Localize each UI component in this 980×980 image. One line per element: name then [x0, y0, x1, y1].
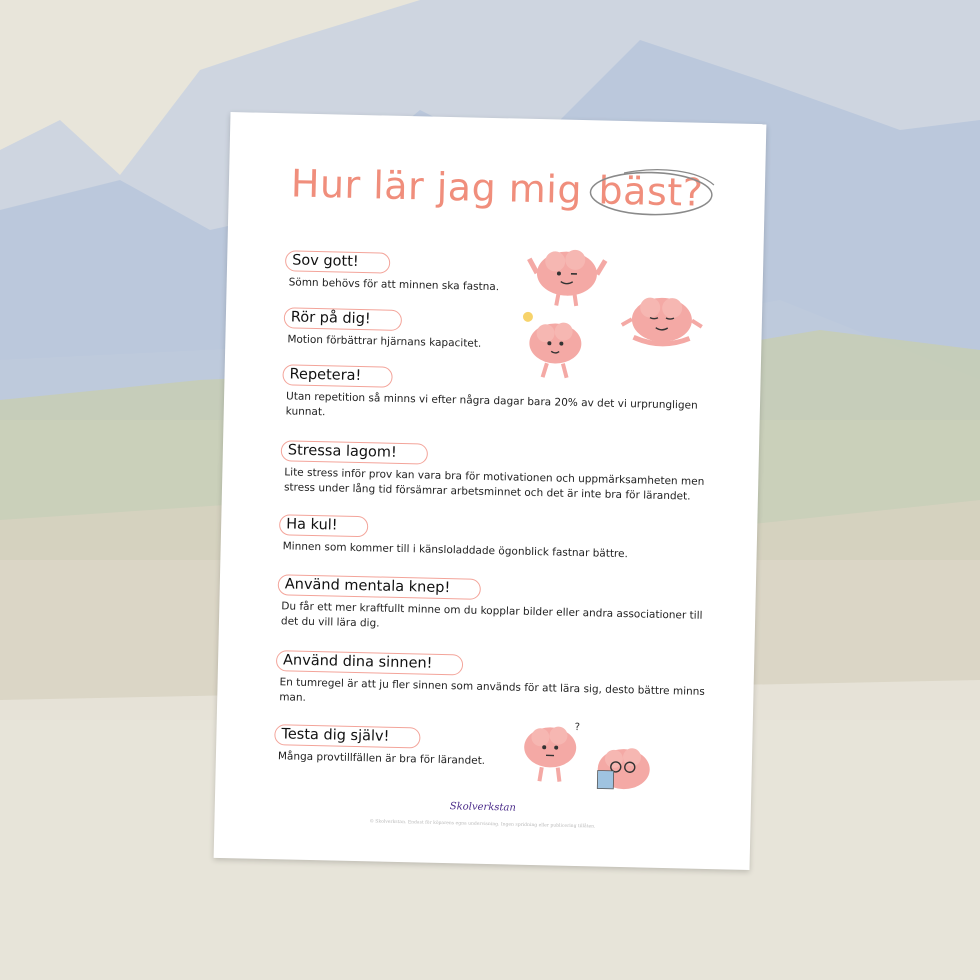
poster-title [290, 161, 751, 215]
tip-item [277, 573, 708, 639]
confused-brain-icon [523, 721, 580, 782]
tip-heading: Testa dig själv! [274, 724, 420, 748]
tip-heading: Repetera! [282, 364, 392, 387]
tip-heading: Använd dina sinnen! [276, 650, 464, 675]
title-main: Hur lär jag mig [290, 161, 583, 213]
tip-text: Sömn behövs för att minnen ska fastna. [288, 276, 500, 294]
meditating-brain-icon [621, 297, 702, 345]
poster-sheet [214, 112, 767, 870]
tip-text: Motion förbättrar hjärnans kapacitet. [287, 333, 482, 350]
brain-characters-icon [520, 247, 713, 387]
tip-heading: Rör på dig! [284, 307, 402, 331]
tip-text: Du får ett mer kraftfullt minne om du kopplar bilder eller andra associationer till det du vill lära dig. [280, 600, 703, 630]
title-highlight-text: bäst? [598, 168, 704, 215]
brand-logo: Skolverkstan [449, 801, 516, 814]
svg-text:?: ? [574, 721, 581, 734]
brain-characters-bottom-icon [515, 719, 667, 802]
tip-heading: Ha kul! [279, 514, 369, 537]
tip-text: Utan repetition så minns vi efter några dagar bara 20% av det vi urprungligen kunnat. [285, 390, 698, 419]
tip-text: Minnen som kommer till i känsloladdade ögonblick fastnar bättre. [282, 540, 629, 561]
tip-heading: Använd mentala knep! [278, 574, 482, 600]
tip-heading: Sov gott! [285, 250, 390, 273]
idea-brain-icon [522, 312, 582, 378]
copyright-notice: © Skolverkstan. Endast för köparens egna undervisning. Ingen spridning eller publicering tillåten. [369, 819, 596, 830]
tip-heading: Stressa lagom! [281, 440, 428, 464]
tip-text: Många provtillfällen är bra för lärandet. [277, 750, 486, 767]
tip-item [275, 649, 706, 715]
tip-text: En tumregel är att ju fler sinnen som används för att lära sig, desto bättre minns man. [279, 676, 705, 704]
strong-brain-icon [528, 249, 605, 307]
tip-text: Lite stress inför prov kan vara bra för motivationen och uppmärksamheten men stress under lång tid försämrar arbetsminnet och det är inte bra för lärandet. [283, 466, 705, 503]
tip-item [280, 439, 711, 505]
title-highlight [594, 168, 708, 215]
tip-item [279, 513, 710, 564]
scribble-circle-icon [586, 164, 716, 221]
reading-brain-icon [597, 748, 650, 790]
